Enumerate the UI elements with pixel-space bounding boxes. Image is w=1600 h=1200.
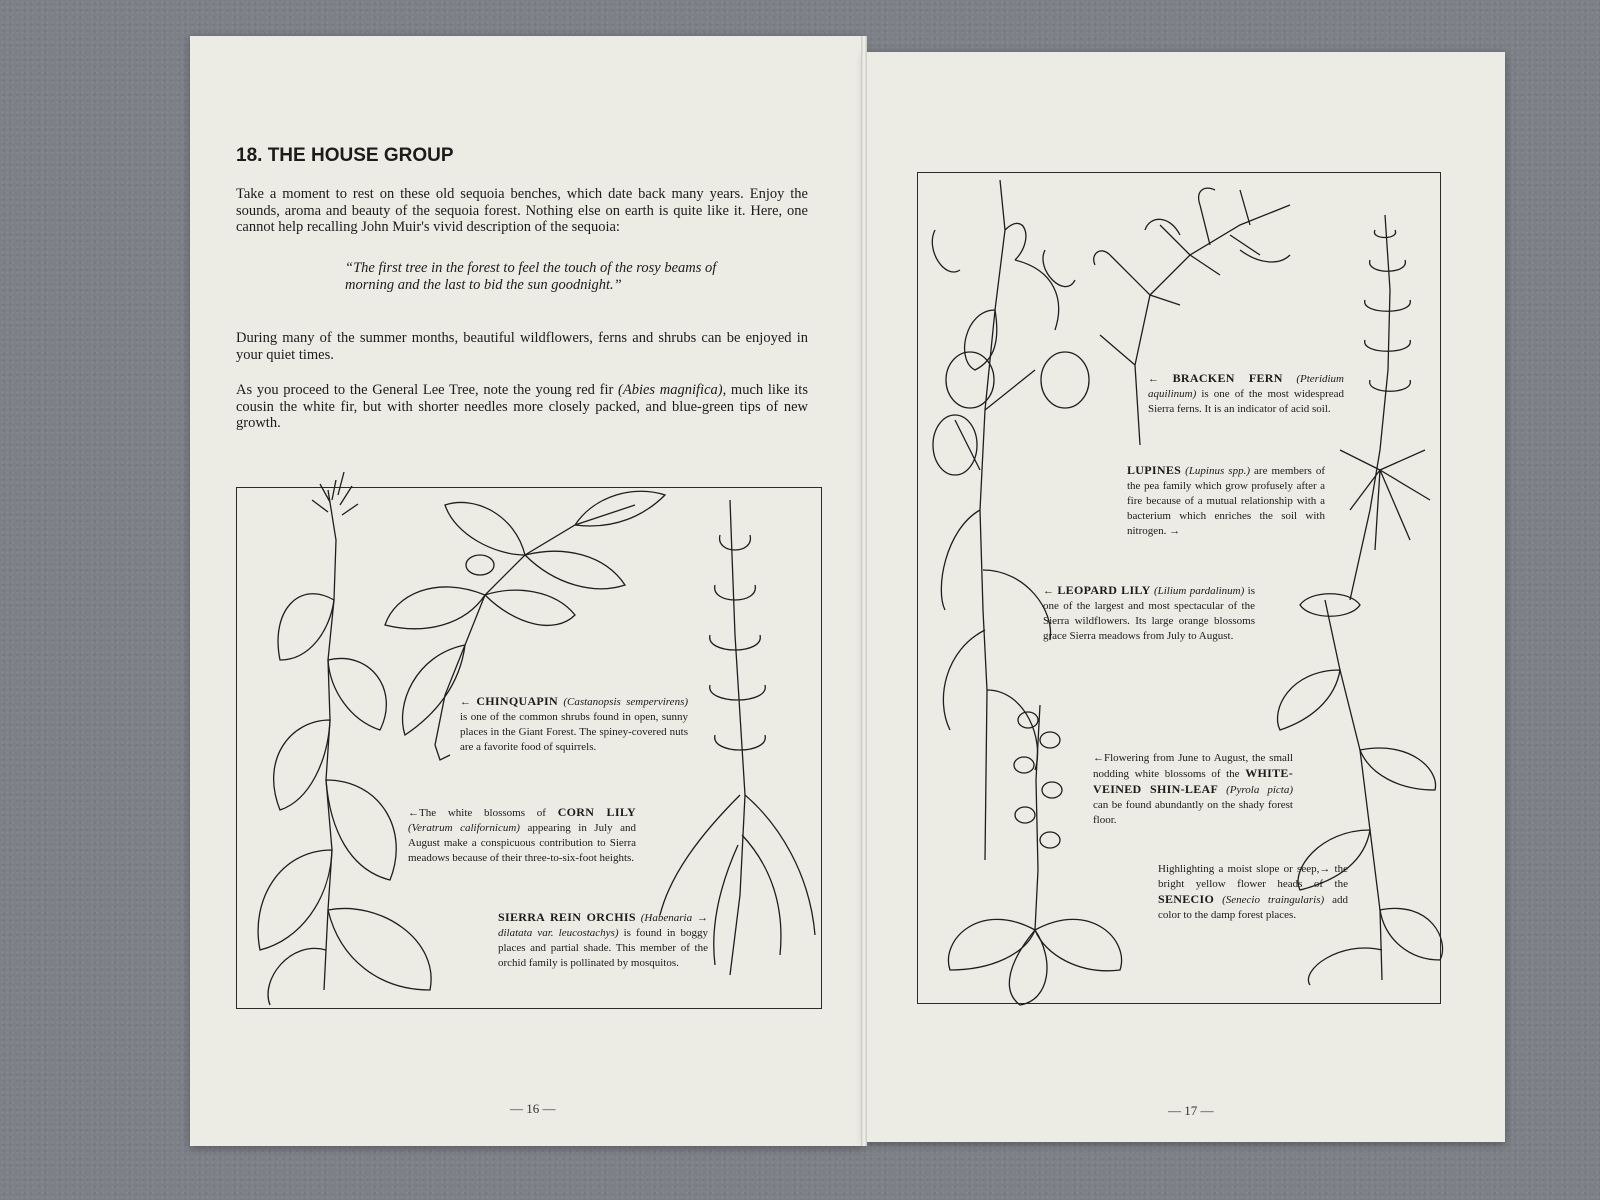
lupine-illustration (1330, 210, 1450, 610)
page-number-17: — 17 — (1168, 1103, 1214, 1118)
wildflowers-paragraph: During many of the summer months, beautiful wildflowers, ferns and shrubs can be enjoyed in your quiet times. (236, 330, 808, 363)
shin-leaf-illustration (940, 700, 1130, 1010)
lupines-caption: LUPINES (Lupinus spp.) are members of the pea family which grow profusely after a fire because of a mutual relationship with a bacterium which enriches the soil with nitrogen. → (1127, 463, 1325, 537)
chinquapin-caption: ← CHINQUAPIN (Castanopsis sempervirens) is one of the common shrubs found in open, sunny places in the Giant Forest. The spiney-covered nuts are a favorite food of squirrels. (460, 694, 689, 753)
shin-leaf-caption: ←Flowering from June to August, the small nodding white blossoms of the WHITE-VEINED SHIN-LEAF (Pyrola picta) can be found abundantly on the shady forest floor. (1093, 752, 1293, 826)
orchis-caption: SIERRA REIN ORCHIS (Habenaria → dilatata var. leucostachys) is found in boggy places and partial shade. This member of the orchid family is pollinated by mosquitos. (498, 910, 709, 969)
section-heading: 18. THE HOUSE GROUP (236, 145, 454, 166)
book-spine (861, 36, 867, 1146)
leopard-lily-caption: ← LEOPARD LILY (Lilium pardalinum) is one of the largest and most spectacular of the Sierra wildflowers. Its large orange blossoms grace Sierra meadows from July to August. (1043, 583, 1255, 642)
senecio-illustration (1270, 590, 1450, 990)
red-fir-paragraph: As you proceed to the General Lee Tree, note the young red fir (Abies magnifica), much like its cousin the white fir, but with shorter needles more closely packed, and blue-green tips of new growth. (236, 382, 808, 431)
page-number-16: — 16 — (510, 1101, 556, 1116)
senecio-caption: Highlighting a moist slope or seep,→ the bright yellow flower heads of the SENECIO (Senecio traingularis) add color to the damp forest places. (1158, 863, 1348, 921)
corn-lily-caption: ←The white blossoms of CORN LILY (Veratrum californicum) appearing in July and August make a conspicuous contribution to Sierra meadows because of their three-to-six-foot heights. (408, 805, 636, 864)
bracken-fern-caption: ← BRACKEN FERN (Pteridium aquilinum) is one of the most widespread Sierra ferns. It is an indicator of acid soil. (1148, 371, 1345, 415)
muir-quote: “The first tree in the forest to feel the touch of the rosy beams of morning and the last to bid the sun goodnight.” (345, 260, 717, 293)
intro-paragraph: Take a moment to rest on these old sequoia benches, which date back many years. Enjoy the sounds, aroma and beauty of the sequoia forest. Nothing else on earth is quite like it. Here, one cannot help recalling John Muir's vivid description of the sequoia: (236, 186, 808, 235)
